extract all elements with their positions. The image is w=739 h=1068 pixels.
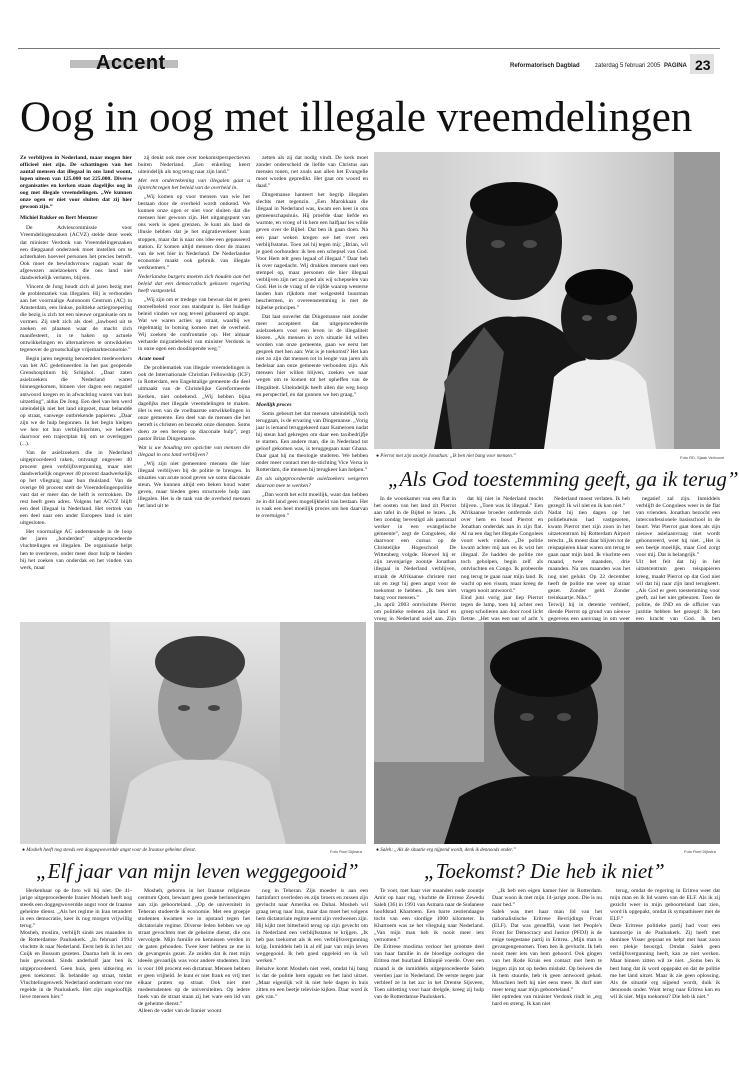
caption-text: Pierrot met zijn zoontje Jonathan: „Ik ben niet bang voor mensen.”	[380, 454, 516, 459]
article-paragraph: Vincent de Jong houdt zich al jaren bezig met de problematiek van illegalen. Hij is verbonden aan het voormalige Autonoom Centrum (AC) in Amsterdam, een linkse, politieke actiegroepering die bezig is zich tot een nieuwe organisatie om te vormen. Zij stelt zich als doel „lawboed uit te zoeken en plaatsen waar de macht zich manifesteert, in te haken op actuele ontwikkelingen en alternatieven te ontwikkelen tegenover de grootschalige vrijemarkteconomie.”	[20, 283, 132, 354]
story-headline: „Elf jaar van mijn leven weggegooid”	[36, 859, 359, 883]
story1-column-1	[374, 496, 456, 622]
story-paragraph: terug, omdat de regering in Eritrea weet dat mijn man en ik lid waren van de ELF. Als ik zij gezicht weer in mijn geboorteland laat zien, word ik opgepakt, omdat ik sympathiseer met de ELF.” Deze Eritrese politieke partij had voor een kantoortje in de Pauluskerk. Zij heeft met dominee Visser gepraat en helpt met haar zoon een plekje beoorgd. Omdat Saleh geen verblijfsvergunning heeft, kan ze niet werken. Maar binnen zitten wil ze niet. „Soms ben ik best bang dat ik word opgepakt en dat de politie me het land uitzet. Maar ik zie geen oplossing. Als de situatie erg nijpend wordt, duik ik dennoods onder. Want terug naar Eritrea kan en wil ik niet. Mijn toekomst? Die heb ik niet.”	[610, 888, 720, 1000]
story-paragraph: nog in Teheran. Zijn moeder is aan een hartinfarct overleden en zijn broers en zussen zijn gevlucht naar Amerika en Dubai. Mosheh wil graag terug naar Iran, maar dan moet het volgens hem dictatoriale regime eerst zijn verdwenen zijn. Hij kijkt met bitterheid terug op zijn gevecht om in Nederland een verblijfsstatus te krijgen. „Ik heb pas toekomst als ik een verblijfsvergunning krijg. Inmiddels heb ik al elf jaar van mijn leven weggegooid. Ik heb goed opgeleid en ik wil werken.” Behalve komt Mosheh niet veel, omdat hij bang is dat de politie hem oppakt en het land uitzet. „Maar eigenlijk wil ik niet hele dagen in huis zitten en een beetje televisie kijken. Daar word ik gek van.”	[256, 888, 368, 1000]
story-paragraph: In de woonkamer van een flat in het oosten van het land zit Pierrot aan tafel in de Bijbel te lezen. „Ik ben zondag bevestigd als pastoraal werker in een evangelische gemeente”, zegt de Congolees, die daarvoor een cursus op de Christelijke Hogeschool De Wittenberg volgde. Hoewel hij er zijn zevenjarige zoontje Jonathan illegaal in Nederland verblijven, straalt de Afrikaanse christen rust uit en zegt hij geen angst voor de toekomst te hebben. „Ik ben niet bang voor mensen.” „In april 2003 ontvluchtte Pierrot om politieke redenen zijn land en vroeg in Nederland asiel aan. Zijn	[374, 496, 456, 622]
story1-column-3	[548, 496, 630, 622]
story2-column-2	[138, 888, 250, 1063]
story-paragraph: Nederland moest verlaten. Ik heb gezegd: Ik wil niet en ik kan niet.” Nadat hij tien dagen op het politiebureau had vastgezeten, kwam Pierrot met zijn zoon in het uitzetcentrum bij Rotterdam Airport terecht. „Ik moest daar blijven tot de reispapieren klaar waren om terug te gaan naar mijn land. Ik vluchtte een maand, twee maanden, drie maanden. Na zes maanden was het nog niet gelukt. Op 22 december heeft de politie me weer op straat gezet. Zonder geld. Zonder treinkaartje. Niks.” Terwijl hij in detentie verbleef, diende Pierrot op grond van nieuwe gegevens een aanvraag in om weer	[548, 496, 630, 622]
story-headline: „Als God toestemming geeft, ga ik terug”	[388, 467, 739, 491]
caption-bullet-icon: ●	[376, 848, 380, 853]
photo-saleh-image	[374, 622, 720, 844]
article-paragraph: Dingemanse hanteert het begrip illegalen slechts met tegenzin. „Een Marokkaan die illegaal in Nederland was, kwam een keer in ons gemeenschapshuis. Hij proefde daar liefde en warmte, en vroeg of ik hem een halfjaar les wilde geven over de Bijbel. Dat ben ik gaan doen. Na een paar weken kregen we het over een verblijfsstatus. Toen zei hij tegen mij: „Brian, wil je goed oorhouden: ik ben een schepsel van God. Voor Hem telt geen legaal of illegaal.” Daar heb ik over nagedacht. Wij drukken mensen snel een stempel op, maar personen die hier illegaal verblijven zijn net zo goed als wij schepselen van God. Het is de vraag of de vijfde waarop westerse landen hun rijkdom met welgesteld buurman beschermen, in overeenstemming is met de bijbelse principes.”	[256, 192, 368, 311]
photo-caption	[376, 848, 516, 853]
story-paragraph: negatief zal zijn. Inmiddels verblijft de Congolees weer in de flat van vrienden. Jonathan bezocht een interconfessionele basisschool in de buurt. Wat Pierrot gaat doen als zijn nieuwe asielaanvraag niet wordt gehonoreerd, weet hij niet. „Het is een beetje moeilijk, maar God zorgt voor mij. Dat is belangrijk.” Uit het feit dat hij in het uitzetcentrum geen reispapieren kreeg, maakt Pierrot op dat God niet wil dat hij naar zijn land terugkeert. „Als God er geen toestemming voor geeft, zal het niet gebeuren. Toen de politie, de IND en de officier van justitie hebben het gezegd: Ik ben een kracht van God. Ik ben	[636, 496, 720, 622]
article-byline: Michiel Bakker en Bert Mentzer	[20, 215, 98, 222]
header-rule	[18, 48, 720, 49]
article-paragraph: Begin jaren negentig benoemden medewerkers van het AC gedetineerden in het pas geopende Grenshospitium bij Schiphol. „Daar zaten asielzoekers die Nederland waren binnengekomen, binnen vier dagen een negatief antwoord kregen en in afwachting waren van hun uitzetting”, aldus De Jong. Een deel van hen werd uiteindelijk niet het land uitgezet, maar belandde op straat, vanwege ontbrekende papieren. „Daar zijn we de hulp begonnen. In het begin hielpen we hen tot hun verblijfsrechten, we hebben daarvoor een trajectplan bij om te overleggen (...).	[20, 356, 132, 447]
page-label: PAGINA	[664, 63, 687, 69]
article-question: En als uitgeprocedeerde asielzoekers weigeren daarvan mee te werken?	[256, 476, 368, 490]
caption-bullet-icon: ●	[376, 454, 380, 459]
story1-column-2	[461, 496, 544, 622]
story2-column-3	[256, 888, 368, 1063]
page-number: 23	[695, 57, 711, 73]
article-paragraph: zij denkt ook mee over toekomstperspectieven buiten Nederland. „Een enkeling keert uiteindelijk als nog terug naar zijn land.”	[138, 155, 250, 176]
article-column-2	[138, 155, 250, 600]
article-column-3	[256, 155, 368, 600]
article-paragraph: „Dan wordt het echt moeilijk, want dan hebben ze in dit land geen mogelijkheid van bestaan. Het is vaak een heel moeilijk proces om hen daarvan te overtuigen.”	[256, 492, 368, 520]
article-subheading: Acute nood	[138, 356, 165, 363]
photo-credit: Foto RD, Sjaak Verboom	[680, 455, 725, 460]
story-paragraph: Herkenbaar op de foto wil hij niet. De 41-jarige uitgeprocedeerde Iranier Mosheh heeft nog steeds een doggegwoverdde angst voor de Iraanse geheime dienst. „Als het regime in Iran terandert in een democratie, keer ik nog morgen vrijwillig terug.” Mosheh, moslim, verblijft sinds zes maanden in de Rotterdamse Pauluskerk. „In februari 1994 vluchtte ik naar Nederland. Eerst heb ik in het azc Cuijk en Bussum gezeten. Daarna heb ik in een huis gewoond. Sinds anderhalf jaar ben ik uitgeprocedeerd. Geen huis, geen uitkering en geen toekomst. Ik belandde op straat, totdat Vluchtelingenwerk Nederland ondernam voor me regelde in de Pauluskerk. Het zijn ongelooflijk lieve mensen hier.”	[20, 888, 132, 1000]
story-paragraph: dat hij niet in Nederland mocht blijven. „Toen was ik illegaal.” Een Afrikaanse broeder ontfermde zich over hem en bood Pierrot en Jonathan onderdak aan in zijn flat. Al na een dag het illegale Congolees voort werk vinden. „De politie kwam achter mij aan en ik wist het illegaal. Ze hadden de politie me toch geholpen, begin zelf als ontvluchten en Congo. Ik probeerde nog terug te gaan naar mijn land. Ik wacht op een visum, maar kreeg de vragen nooit antwoord.” Eind juni vorig jaar liep Pierrot tegen de lamp, toen hij achter een groep scholieren aan door rood licht fietste. „Het was een uur of acht 's	[461, 496, 544, 622]
article-question: Met een ondertekening van illegalen gaat u lijnrecht tegen het beleid van de overheid in.	[138, 178, 250, 192]
photo-father-son	[374, 152, 720, 449]
article-paragraph: „Wij zijn om er tredege van bewust dat er geen moreelbeleid voor ons standpunt is. Het huidige beleid vinden we nog teveel gebaseerd op angst. Wat we waren acties op straat, waarbij we regelmatig in botsing komen met de overheid. Wij zoeken de confrontatie op. Het almaar verharde migratiebeleid van minister Verdonk is in onze ogen een doodlopende weg.”	[138, 296, 250, 353]
caption-bullet-icon: ●	[22, 848, 26, 853]
photo-caption	[22, 848, 196, 853]
story3-column-3	[610, 888, 720, 1063]
article-paragraph: „Wij zijn niet gemeenten mensen die hier illegaal verblijven bij de politie te brengen. In situaties van acute nood geven we soms diaconale steun. We kunnen altijd een beken koud water geven, maar bieden geen structurele hulp aan illegalen. Het is de taak van de overheid mensen het land uit te	[138, 460, 250, 510]
story1-column-4	[636, 496, 720, 622]
article-paragraph: De problematiek van illegale vreemdelingen is ook de Internationale Christian Fellowship (ICF) in Rotterdam, een Engelstalige gemeente die deel uitmaakt van de Christelijke Gereformeerde Kerken, niet onbekend. „Wij hebben bijna dagelijks met illegale vreemdelingen te maken. Het is een van de voelbaarste ontwikkelingen in onze gemeente. Een deel van de mensen die het betreft is christen en bezoekt onze diensten. Soms doen ze een beroep op diaconale hulp”, zegt pastor Brian Dingemanse.	[138, 365, 250, 442]
photo-saleh	[374, 622, 720, 844]
story2-column-1	[20, 888, 132, 1063]
article-paragraph: „Wij komen op voor mensen van wie het bestaan door de overheid wordt ontkend. We kunnen onze ogen er niet voor sluiten dat die mensen hier gewoon zijn. Het uitgangspunt van ons werk is open grenzen. Je kunt als land de illusie hebben dat je het migratieverkeer kunt stoppen, maar dat is naar ons idee een gepasseerd station. Er komen altijd mensen door de mazen van de wet hier in Nederland. De Nederlandse economie maakt ook gebruik van illegale werknemers.”	[138, 194, 250, 271]
story-headline: „Toekomst? Die heb ik niet”	[424, 859, 665, 883]
article-paragraph: Dat laat onverlet dat Dingemanse niet zonder meer accepteert dat uitgeprocedeerde asielzoekers voor een leven in de illegaliteit kiezen. „Als mensen in zo'n situatie lid willen worden van onze gemeente, gaan we eerst het gesprek met hen aan: Wat is je toekomst? Het kan niet zo zijn dat mensen tot in lengte van jaren als bedelaar aan onze gemeente verbonden zijn. Als mensen hier willen blijven, zoeken we naar wegen om te komen tot het opheffen van de illegaliteit. Uiteindelijk heeft allen die weg hoop en perspectief, en dat gunnen we hen graag.”	[256, 314, 368, 398]
story3-column-2	[492, 888, 602, 1063]
article-paragraph: Soms gebeurt het dat mensen uiteindelijk toch teruggaan, is de ervaring van Dingemanse. „Vorig jaar is iemand teruggekeerd naar Kameroen nadat hij steun had gekregen om daar een taxibedrijfje te starten. Een andere man, die in Nederland tot geloof gekomen was, is teruggegaan naar Ghana. Daar gaat hij nu theologie studeren. We hebben onder meer contact met de stichting Vice Versa in Rotterdam, die mensen bij terugkeer kan helpen.”	[256, 410, 368, 474]
section-label: Accent	[96, 52, 166, 74]
article-paragraph: De Adviescommissie voor Vreemdelingenzaken (ACVZ) stelde deze week dat minister Verdonk van Vreemdelingenzaken een diepgaand onderzoek moet instellen om te achterhalen hoeveel personen het precies betreft. Ook moet de bewindsvrouw nagaan waar de afgewezen asielzoekers die ons land niet daadwerkelijk verlaten, blijven.	[20, 225, 132, 281]
page-headline: Oog in oog met illegale vreemdelingen	[20, 94, 693, 141]
story-paragraph: Mosheh, geboren in het Iraanse religieuze centrum Qom, bewaart geen goede herinneringen aan zijn geboorteland. „Op de universiteit in Teheran studeerde ik economie. Met een groepje studenten kwamen we in opstand tegen het dictatoriale regime. Diverse leden hebben we op straat gevochten met de geheime dienst, die ons vervolgde. Mijn familie en kennissen werden in de gaten gehouden. Twee keer hebben ze me in de gevangenis gezet. Ze zeiden dat ik met mijn ideeën gevaarlijk was voor andere studenten. Iran is voor 100 procent een dictatuur. Mensen hebben er geen vrijheid. Je kunt er niet frank en vrij met elkaar praten op straat. Ook niet met medestudenten op de universiteiten. Op iedere hoek van de straat staan zij het ware een lid van de geheime dienst.” Alleen de vader van de Iranier woont	[138, 888, 250, 1014]
article-lead: Ze verblijven in Nederland, maar mogen hier officieel niet zijn. De schattingen van het aantal mensen dat illegaal in ons land woont, lopen uiteen van 125.000 tot 225.000. Diverse organisaties en kerken staan dagelijks oog in oog met illegale vreemdelingen. „We kunnen onze ogen er niet voor sluiten dat zij hier gewoon zijn.”	[20, 155, 132, 211]
article-paragraph: zetten als zij dat nodig vindt. De kerk moet zonder onderscheid de liefde van Christus aan mensen tonen, net zoals aan allen het Evangelie moet worden gepredikt. Het gaat om woord en daad.”	[256, 155, 368, 190]
photo-father-son-image	[374, 152, 720, 449]
article-subheading: Moeilijk proces	[256, 401, 292, 408]
photo-credit: Foto Roel Dijkstra	[330, 849, 362, 854]
story3-column-1	[374, 888, 484, 1063]
story-paragraph: Te voet, met haar vier maanden oude zoontje Amir op haar rug, vluchtte de Eritrese Zewedu Saleh (36) in 1991 van Asmara naar de Sudanese hoofdstad Khartoem. Een barre zestiendaagse tocht van een slordige 1000 kilometer. In Khartoem was ze het vliegtuig naar Nederland. „Van mijn man heb ik nooit meer iets vernomen.” De Eritrese moslima verloor het grootste deel van haar familie in de bloedige oorlogen die Eritrea met buurland Ethiopië voerde. Over een maand is de inmiddels uitgeprocedeerde Saleh veertien jaar in Nederland. De eerste negen jaar verbleef ze in het azc in het Drentse Sijsveen, Toen uitletting voor haar dreigde, kreeg zij hulp van de Rotterdamse Pauluskerk.	[374, 888, 484, 1000]
article-column-1	[20, 155, 132, 600]
photo-caption	[376, 454, 516, 459]
issue-date: zaterdag 5 februari 2005	[595, 63, 661, 69]
article-paragraph: Van de asielzoekers die in Nederland uitgeprocedeerd raken, ontvangt ongeveer 40 procent geen verblijfsvergunning, maar niet daadwerkelijk ongeveer 40 procent daadwerkelijk op het vliegtuig naar hun thuisland. Van de overige 60 procent stelt de Vreemdelingenpolitie vast dat er meer dan de helft is vertrokken. De rest heeft geen adres. Volgens het ACVZ blijft een deel illegaal in Nederland. Het vertrek van een deel naar een ander Europees land is niet uitgesloten.	[20, 449, 132, 527]
article-paragraph: Het voormalige AC ondersteunde in de loop der jaren „honderden” uitgeprocedeerde vluchtelingen en illegalen. De organisatie helpt hen te overleven, onder meer door hulp te bieden bij het zoeken van onderdak en het vinden van werk, maar	[20, 529, 132, 571]
story-paragraph: „Ik heb een eigen kamer hier in Rotterdam. Daar woon ik met mijn 14-jarige zoon. Die is nu naar bed.” Saleh was met haar man lid van het nationalistische Eritrese Bevrijdings Front (ELF). Dat was geraeffäl, want het People's Front for Democracy and Justice (PFDJ) is de enige toegestane partij in Eritrea. „Mijn man is gevangengenomen. Toen ben ik gevlucht. Ik heb nooit meer iets van hem gehoord. Ook gingen van het Rode Kruis een contact met hem te leggen zijn tot op heden mislukt. Op beiwen die ik hem stuurde, heb ik geen antwoord gehad. Misschien leeft hij niet eens meer. Ik durf niet meer terug naar mijn geboorteland.” Het optreden van minister Verdonk rindt in „erg hard en streng. Ik kan niet	[492, 888, 602, 1007]
photo-mosheh	[20, 622, 366, 844]
caption-text: Mosheh heeft nog steeds een doggegwoverdde angst voor de Iraanse geheime dienst.	[26, 848, 197, 853]
photo-mosheh-image	[20, 622, 366, 844]
article-question: Wat is uw houding ten opzichte van mensen die illegaal in ons land verblijven?	[138, 444, 250, 458]
article-question: Nederlandse burgers moeten zich houden aan het beleid dat een democratisch gekozen regering heeft vastgesteld.	[138, 273, 250, 294]
caption-text: Saleh: „Als de situatie erg nijpend wordt, denk ik dennoods onder.”	[380, 848, 516, 853]
photo-credit: Foto Roel Dijkstra	[684, 849, 716, 854]
masthead: Reformatorisch Dagblad	[510, 63, 580, 69]
